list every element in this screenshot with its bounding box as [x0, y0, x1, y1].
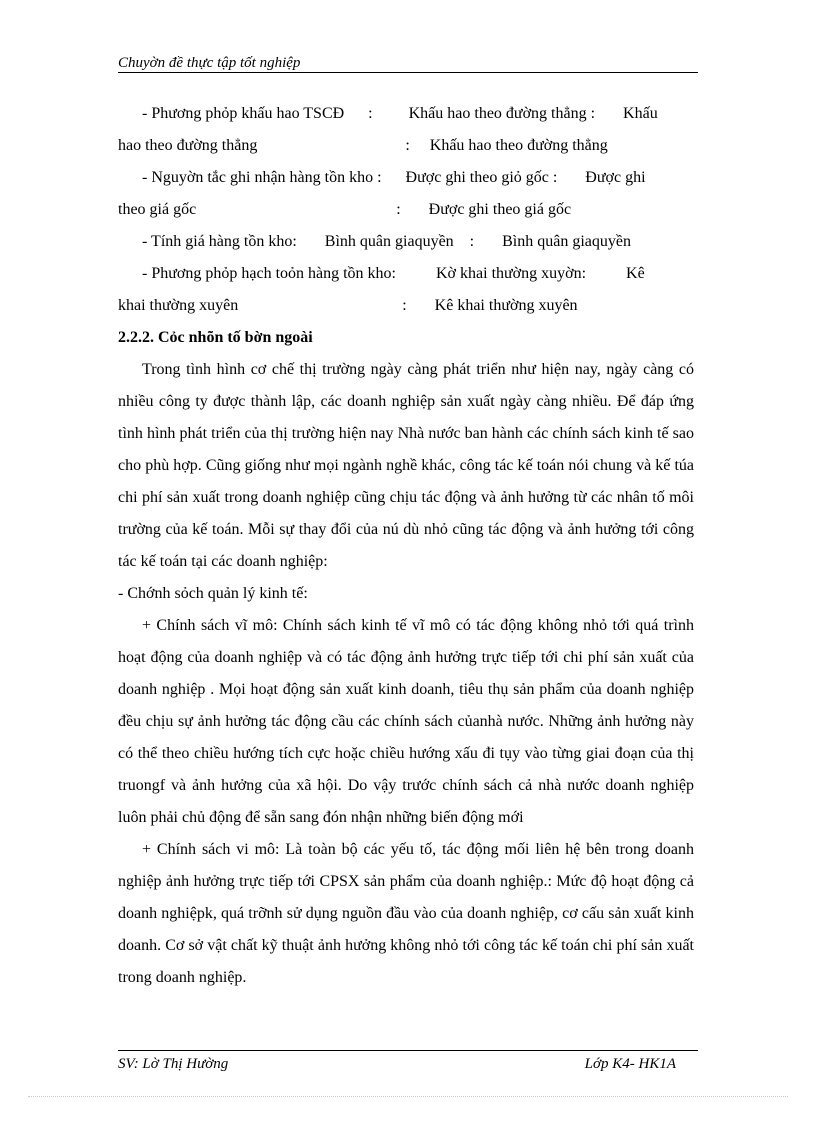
footer-class-code: Lớp K4- HK1A: [584, 1056, 676, 1072]
policy-inventory-recognition-line-2: theo giá gốc : Được ghi theo giá gốc: [118, 201, 572, 218]
policy-depreciation-line-2: hao theo đường thẳng : Khấu hao theo đường thẳng: [118, 137, 608, 154]
policy-inventory-recognition-line-1: - Nguyờn tắc ghi nhận hàng tồn kho : Được ghi theo giỏ gốc : Được ghi: [142, 169, 646, 186]
micro-policy-paragraph: + Chính sách vi mô: Là toàn bộ các yếu tố, tác động mối liên hệ bên trong doanh nghiệp ảnh hưởng trực tiếp tới CPSX sản phẩm của doanh nghiệp.: Mức độ hoạt động cả doanh nghiệpk, quá trỡnh sử dụng nguồn đầu vào của doanh nghiệp, cơ cấu sản xuất kinh doanh. Cơ sở vật chất kỹ thuật ảnh hưởng không nhỏ tới công tác kế toán chi phí sản xuất trong doanh nghiệp.: [118, 841, 694, 986]
policy-management-label: - Chớnh sỏch quản lý kinh tế:: [118, 585, 308, 602]
policy-inventory-accounting-line-1: - Phương phỏp hạch toỏn hàng tồn kho: Kờ khai thường xuyờn: Kê: [142, 265, 645, 282]
header-divider: [118, 72, 698, 73]
policy-inventory-pricing-line: - Tính giá hàng tồn kho: Bình quân giaquyền : Bình quân giaquyền: [142, 233, 631, 250]
page-bottom-dotted-border: [28, 1096, 788, 1097]
page-header-title: Chuyờn đề thực tập tốt nghiệp: [118, 55, 301, 71]
policy-inventory-accounting-line-2: khai thường xuyên : Kê khai thường xuyên: [118, 297, 578, 314]
footer-student-name: SV: Lờ Thị Hường: [118, 1056, 229, 1072]
section-heading: 2.2.2. Cỏc nhõn tố bờn ngoài: [118, 329, 313, 346]
footer-divider: [118, 1050, 698, 1051]
policy-depreciation-line-1: - Phương phỏp khấu hao TSCĐ : Khấu hao theo đường thẳng : Khấu: [142, 105, 658, 122]
macro-policy-paragraph: + Chính sách vĩ mô: Chính sách kinh tế vĩ mô có tác động không nhỏ tới quá trình hoạt động của doanh nghiệp và có tác động ảnh hưởng trực tiếp tới chi phí sản xuất của doanh nghiệp . Mọi hoạt động sản xuất kinh doanh, tiêu thụ sản phẩm của doanh nghiệp đều chịu sự ảnh hưởng tác động cầu các chính sách củanhà nước. Những ảnh hưởng này có thể theo chiều hướng tích cực hoặc chiều hướng xấu đi tụy vào từng giai đoạn của thị truongf và ảnh hưởng của xã hội. Do vậy trước chính sách cả nhà nước doanh nghiệp luôn phải chủ động để sẵn sang đón nhận những biến động mới: [118, 617, 694, 826]
document-body: [118, 98, 694, 994]
section-intro-paragraph: Trong tình hình cơ chế thị trường ngày càng phát triển như hiện nay, ngày càng có nhiều công ty được thành lập, các doanh nghiệp sản xuất ngày càng nhiều. Để đáp ứng tình hình phát triển của thị trường hiện nay Nhà nước ban hành các chính sách kinh tế sao cho phù hợp. Cũng giống như mọi ngành nghề khác, công tác kế toán nói chung và kế túa chi phí sản xuất trong doanh nghiệp cũng chịu tác động và ảnh hưởng từ các nhân tố môi trường của kế toán. Mỗi sự thay đổi của nú dù nhỏ cũng tác động và ảnh hưởng tới công tác kế toán tại các doanh nghiệp:: [118, 361, 694, 570]
